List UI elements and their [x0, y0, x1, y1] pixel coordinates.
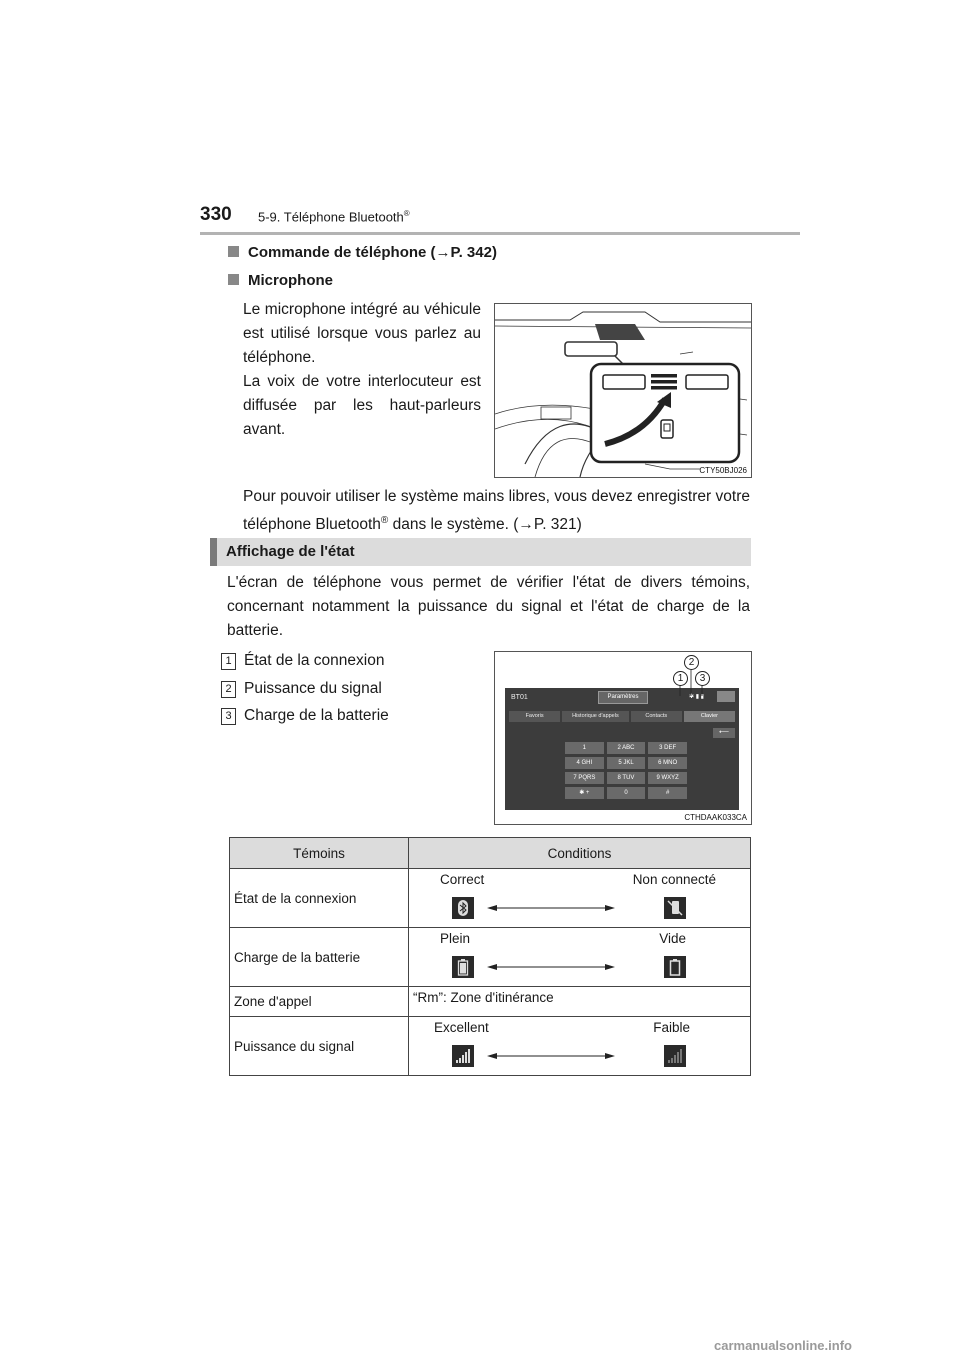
callout-lines: [495, 652, 751, 712]
keypad-key: 4 GHI: [565, 757, 604, 769]
double-arrow-icon: [487, 900, 615, 916]
status-icons: ✱ ▮ ▮: [689, 694, 704, 700]
list-item: 3 Charge de la batterie: [221, 702, 389, 730]
section-heading-text: Affichage de l'état: [226, 543, 355, 560]
screen-tab: Contacts: [631, 711, 682, 722]
keypad-key: ✱ +: [565, 787, 604, 799]
screen-tab: Clavier: [684, 711, 735, 722]
row-label: État de la connexion: [230, 869, 409, 928]
section-accent: [210, 538, 217, 566]
row-conditions: Correct Non connecté: [409, 869, 751, 928]
heading-microphone: Microphone: [228, 272, 333, 289]
keypad-key: 2 ABC: [607, 742, 646, 754]
keypad-key: #: [648, 787, 687, 799]
row-label: Puissance du signal: [230, 1017, 409, 1076]
back-arrow-icon: ⟵: [713, 728, 735, 738]
callout-3: 3: [695, 671, 710, 686]
callout-2: 2: [684, 655, 699, 670]
figure-code: CTY50BJ026: [699, 466, 747, 475]
table-row: [230, 1017, 751, 1076]
table-row: [230, 928, 751, 987]
section-title: 5-9. Téléphone Bluetooth®: [258, 209, 410, 225]
heading-phone-control: Commande de téléphone (→P. 342): [228, 244, 497, 261]
list-item: 1 État de la connexion: [221, 647, 389, 675]
status-intro: L'écran de téléphone vous permet de vérifier l'état de divers témoins, concernant notamment la puissance du signal et l'état de charge de la batterie.: [227, 574, 750, 639]
microphone-figure: [494, 303, 752, 478]
keypad: [565, 742, 687, 799]
double-arrow-icon: [487, 1048, 615, 1064]
row-conditions: Excellent Faible: [409, 1017, 751, 1076]
keypad-key: 1: [565, 742, 604, 754]
keypad-key: 9 WXYZ: [648, 772, 687, 784]
screen-tabs: [509, 711, 735, 722]
row-label: Charge de la batterie: [230, 928, 409, 987]
row-conditions: “Rm”: Zone d'itinérance: [409, 987, 751, 1017]
list-item: 2 Puissance du signal: [221, 675, 389, 703]
table-row: [230, 987, 751, 1017]
row-conditions: Plein Vide: [409, 928, 751, 987]
signal-low-icon: [664, 1045, 686, 1067]
callout-1: 1: [673, 671, 688, 686]
table-header-conditions: Conditions: [409, 838, 751, 869]
status-table: [229, 837, 751, 1076]
row-label: Zone d'appel: [230, 987, 409, 1017]
microphone-illustration: [495, 304, 751, 477]
keypad-key: 3 DEF: [648, 742, 687, 754]
keypad-key: 5 JKL: [607, 757, 646, 769]
phone-screen-figure: [494, 651, 752, 825]
header-rule: [200, 232, 800, 235]
table-header-indicators: Témoins: [230, 838, 409, 869]
mic-paragraph-2: La voix de votre interlocuteur est diffusée par les haut-parleurs avant.: [243, 373, 481, 438]
square-bullet-icon: [228, 274, 239, 285]
square-bullet-icon: [228, 246, 239, 257]
section-heading-bar: [210, 538, 751, 566]
no-phone-icon: [664, 897, 686, 919]
signal-full-icon: [452, 1045, 474, 1067]
battery-empty-icon: [664, 956, 686, 978]
keypad-key: 8 TUV: [607, 772, 646, 784]
table-row: [230, 869, 751, 928]
battery-full-icon: [452, 956, 474, 978]
keypad-key: 7 PQRS: [565, 772, 604, 784]
screen-tab: Favoris: [509, 711, 560, 722]
watermark: carmanualsonline.info: [714, 1338, 852, 1353]
mic-paragraph-1: Le microphone intégré au véhicule est utilisé lorsque vous parlez au téléphone.: [243, 301, 481, 366]
page-number: 330: [200, 204, 232, 225]
keypad-key: 6 MNO: [648, 757, 687, 769]
register-paragraph: Pour pouvoir utiliser le système mains libres, vous devez enregistrer votre téléphone Bluetooth® dans le système. (→P. 321): [243, 488, 750, 534]
settings-button: Paramètres: [598, 691, 648, 704]
status-list: [221, 647, 389, 730]
screen-title: BT01: [511, 694, 528, 701]
bluetooth-icon: [452, 897, 474, 919]
screen-tab: Historique d'appels: [562, 711, 629, 722]
figure-code: CTHDAAK033CA: [684, 813, 747, 822]
double-arrow-icon: [487, 959, 615, 975]
keypad-key: 0: [607, 787, 646, 799]
